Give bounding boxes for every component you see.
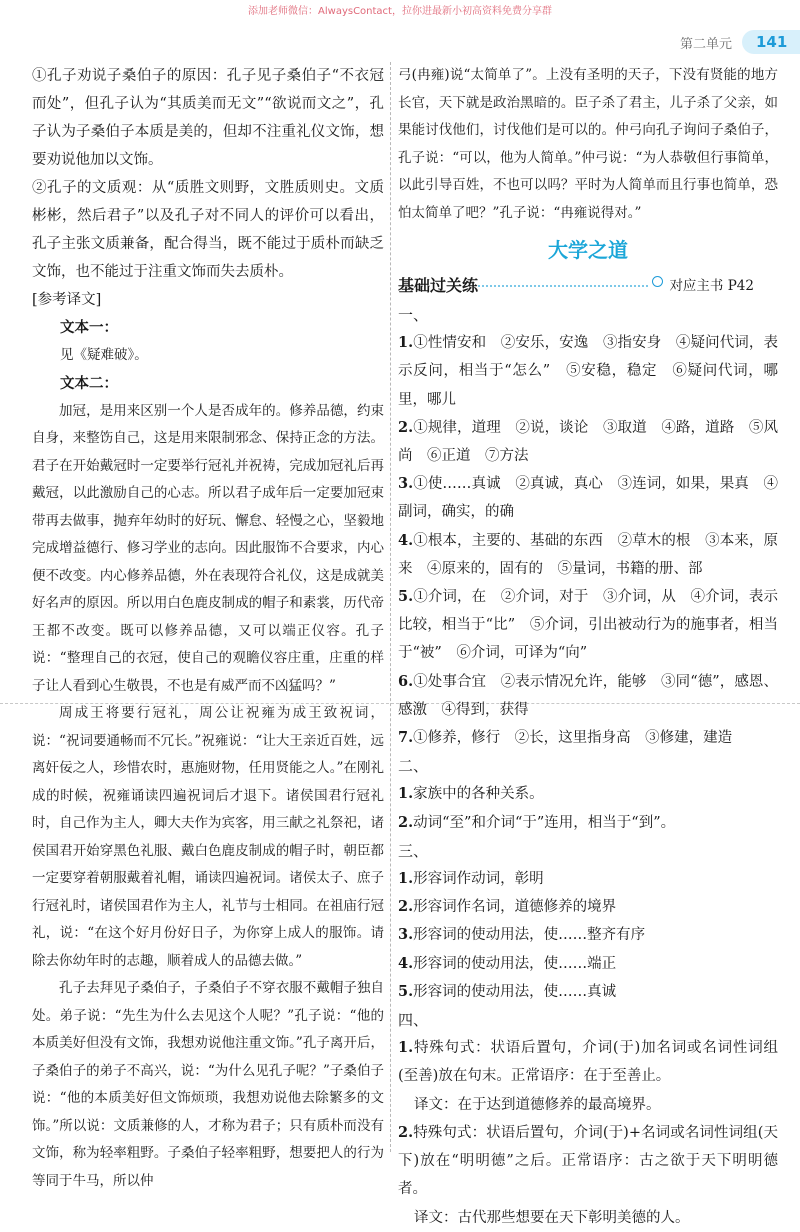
answer-number: 1. xyxy=(398,870,414,888)
answer-text: ①介词，在 ②介词，对于 ③介词，从 ④介词，表示比较，相当于“比” ⑤介词，引出被动行为的施事者，相当于“被” ⑥介词，可译为“向” xyxy=(398,589,778,662)
answer-number: 5. xyxy=(398,588,414,606)
answer-list xyxy=(398,301,778,1232)
answer-translation: 译文：在于达到道德修养的最高境界。 xyxy=(414,1096,661,1113)
answer-item xyxy=(398,527,778,583)
answer-number: 6. xyxy=(398,672,414,690)
section-reference: 对应主书 P42 xyxy=(669,278,754,294)
answer-heading: 一、 xyxy=(398,306,429,324)
answer-item xyxy=(398,1119,778,1204)
answer-text: 形容词的使动用法，使……真诚 xyxy=(413,983,617,1000)
watermark: 添加老师微信：AlwaysContact，拉你进最新小初高资料免费分享群 xyxy=(248,6,552,17)
answer-item xyxy=(398,865,778,893)
answer-text: 形容词作名词，道德修养的境界 xyxy=(413,899,617,916)
answer-translation: 译文：古代那些想要在天下彰明美德的人。 xyxy=(414,1209,690,1226)
answer-number: 7. xyxy=(398,729,414,747)
answer-item xyxy=(398,724,778,752)
answer-number: 2. xyxy=(398,418,414,436)
answer-heading: 三、 xyxy=(398,841,429,860)
answer-number: 1. xyxy=(398,1039,414,1057)
page-header xyxy=(610,30,800,54)
text2-para-2: 周成王将要行冠礼，周公让祝雍为成王致祝词，说：“祝词要通畅而不冗长。”祝雍说：“让大王亲近百姓，远离奸佞之人，珍惜农时，惠施财物，任用贤能之人。”在刚礼成的时候，祝雍诵读四遍祝词后才退下。诸侯国君行冠礼时，自己作为主人，卿大夫作为宾客，用三献之礼祭祀，诸侯国君开始穿黑色礼服、戴白色鹿皮制成的帽子时，朝臣都一定要穿着朝服戴着礼帽，诵读四遍祝词。诸侯太子、庶子行冠礼时，诸侯国君作为主人，礼节与士相同。在祖庙行冠礼，说：“在这个好月份好日子，为你穿上成人的服饰。请除去你幼年时的志趣，顺着成人的品德去做。” xyxy=(32,705,384,969)
answer-number: 2. xyxy=(398,813,414,831)
answer-number: 2. xyxy=(398,898,414,916)
answer-item xyxy=(398,921,778,949)
answer-text: 形容词的使动用法，使……端正 xyxy=(413,955,617,972)
answer-item xyxy=(398,1034,778,1090)
answer-item xyxy=(398,950,778,978)
answer-item xyxy=(398,329,778,414)
answer-item xyxy=(398,583,778,668)
lesson-title: 大学之道 xyxy=(548,238,628,262)
text1-title: 文本一： xyxy=(60,319,118,336)
answer-number: 5. xyxy=(398,982,414,1000)
answer-item xyxy=(398,978,778,1006)
answer-number: 4. xyxy=(398,531,414,549)
section-header xyxy=(398,271,778,301)
answer-text: 形容词的使动用法，使……整齐有序 xyxy=(413,927,646,944)
text2-para-3: 孔子去拜见子桑伯子，子桑伯子不穿衣服不戴帽子独自处。弟子说：“先生为什么去见这个人呢？”孔子说：“他的本质美好但没有文饰，我想劝说他注重文饰。”孔子离开后，子桑伯子的弟子不高兴，说：“为什么见孔子呢？”子桑伯子说：“他的本质美好但文饰烦琐，我想劝说他去除繁多的文饰。”所以说：文质兼修的人，才称为君子；只有质朴而没有文饰，称为轻率粗野。子桑伯子轻率粗野，想要把人的行为等同于牛马，所以仲 xyxy=(32,980,384,1189)
reference-translation-tag: [参考译文] xyxy=(32,292,102,308)
answer-text: ①性情安和 ②安乐，安逸 ③指安身 ④疑问代词，表示反问，相当于“怎么” ⑤安稳，稳定 ⑥疑问代词，哪里，哪儿 xyxy=(398,335,778,408)
answer-number: 1. xyxy=(398,334,414,352)
answer-text: ①处事合宜 ②表示情况允许，能够 ③同“德”，感恩、感激 ④得到，获得 xyxy=(398,673,778,718)
answer-item xyxy=(398,668,778,724)
text2-title: 文本二： xyxy=(60,374,118,392)
answer-text: 特殊句式：状语后置句，介词(于)+名词或名词性词组(天下)放在“明明德”之后。正常语序：古之欲于天下明明德者。 xyxy=(398,1124,778,1198)
answer-text: 动词“至”和介词“于”连用，相当于“到”。 xyxy=(413,814,676,831)
answer-text: ①使……真诚 ②真诚，真心 ③连词，如果，果真 ④副词，确实，的确 xyxy=(398,476,778,521)
answer-heading: 四、 xyxy=(398,1011,429,1030)
answer-text: 形容词作动词，彰明 xyxy=(413,871,544,888)
analysis-para-1: ①孔子劝说子桑伯子的原因：孔子见子桑伯子“不衣冠而处”，但孔子认为“其质美而无文”“欲说而文之”，孔子认为子桑伯子本质是美的，但却不注重礼仪文饰，想要劝说他加以文饰。 xyxy=(32,68,384,168)
answer-number: 2. xyxy=(398,1123,414,1141)
magnifier-icon xyxy=(652,276,663,287)
answer-text: ①修养，修行 ②长，这里指身高 ③修建，建造 xyxy=(413,730,733,747)
right-column xyxy=(398,62,778,1232)
answer-item xyxy=(398,809,778,837)
page-number: 141 xyxy=(742,30,800,54)
answer-item xyxy=(398,893,778,921)
answer-text: ①规律，道理 ②说，谈论 ③取道 ④路，道路 ⑤风尚 ⑥正道 ⑦方法 xyxy=(398,419,778,465)
answer-text: ①根本，主要的、基础的东西 ②草木的根 ③本来，原来 ④原来的，固有的 ⑤量词，书籍的册、部 xyxy=(398,532,778,577)
answer-item xyxy=(398,780,778,808)
text1-body: 见《疑难破》。 xyxy=(60,347,148,363)
answer-item xyxy=(398,414,778,470)
answer-text: 特殊句式：状语后置句，介词(于)加名词或名词性词组(至善)放在句末。正常语序：在于至善止。 xyxy=(398,1040,778,1085)
text2-para-1: 加冠，是用来区别一个人是否成年的。修养品德，约束自身，来整饬自己，这是用来限制邪念、保持正念的方法。君子在开始戴冠时一定要举行冠礼并祝祷，完成加冠礼后再戴冠，以此激励自己的心志。所以君子成年后一定要加冠束带再去做事，抛弃年幼时的好玩、懈怠、轻慢之心，坚毅地完成增益德行、修习学业的志向。因此服饰不合要求，内心便不改变。内心修养品德，外在表现符合礼仪，这是成就美好名声的原因。所以用白色鹿皮制成的帽子和素裳，历代帝王都不改变。既可以修养品德，又可以端正仪容。孔子说：“整理自己的衣冠，使自己的观瞻仪容庄重，庄重的样子让人看到心生敬畏，不也是有威严而不凶猛吗？” xyxy=(32,402,384,694)
dotted-rule xyxy=(478,285,648,287)
unit-label: 第二单元 xyxy=(679,37,732,52)
answer-number: 3. xyxy=(398,475,414,493)
answer-number: 4. xyxy=(398,954,414,972)
answer-number: 3. xyxy=(398,926,414,944)
column-divider xyxy=(390,62,391,1152)
continued-para: 弓(冉雍)说“太简单了”。上没有圣明的天子，下没有贤能的地方长官，天下就是政治黑暗的。臣子杀了君主，儿子杀了父亲，如果能讨伐他们，讨伐他们是可以的。仲弓向孔子询问子桑伯子，孔子说：“可以，他为人简单。”仲弓说：“为人恭敬但行事简单，以此引导百姓，不也可以吗？平时为人简单而且行事也简单，恐怕太简单了吧？”孔子说：“冉雍说得对。” xyxy=(398,67,778,221)
answer-heading: 二、 xyxy=(398,757,429,776)
answer-text: 家族中的各种关系。 xyxy=(413,786,544,803)
section-label: 基础过关练 xyxy=(398,276,479,295)
analysis-para-2: ②孔子的文质观：从“质胜文则野，文胜质则史。文质彬彬，然后君子”以及孔子对不同人的评价可以看出，孔子主张文质兼备，配合得当，既不能过于质朴而缺乏文饰，也不能过于注重文饰而失去质朴。 xyxy=(32,180,384,280)
left-column xyxy=(32,62,384,1195)
answer-item xyxy=(398,470,778,526)
answer-number: 1. xyxy=(398,785,414,803)
